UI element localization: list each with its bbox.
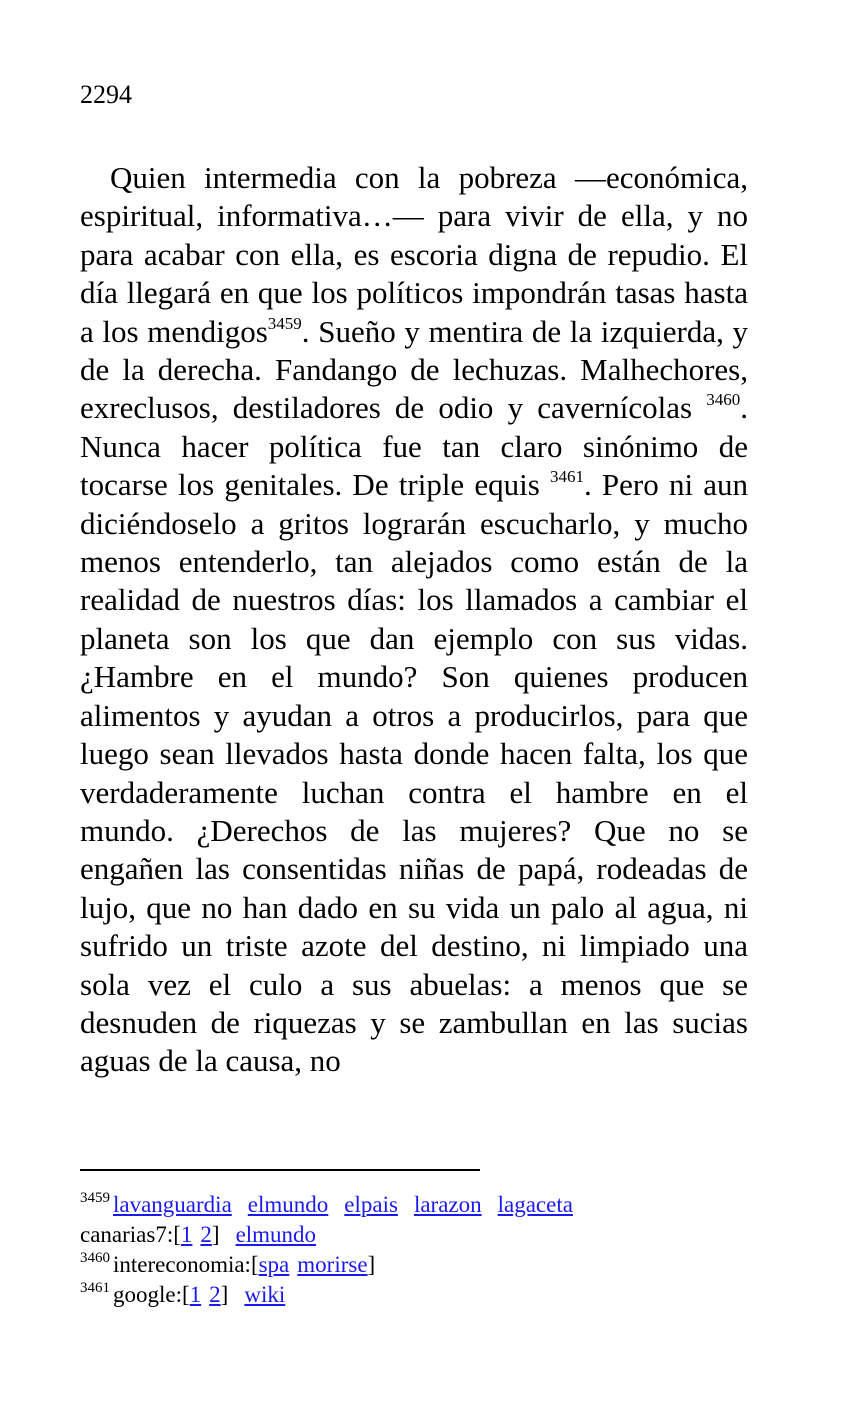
footnote-3459: [80, 1190, 780, 1220]
footnote-label: canarias7:[: [80, 1222, 181, 1247]
link-morirse[interactable]: morirse: [297, 1252, 368, 1277]
footnotes: [80, 1190, 780, 1310]
footnote-ref-3459[interactable]: 3459: [267, 313, 302, 333]
bracket-close: ]: [367, 1252, 376, 1277]
link-elmundo-2[interactable]: elmundo: [235, 1222, 317, 1247]
link-canarias7-1[interactable]: 1: [180, 1222, 193, 1247]
page-number: 2294: [80, 80, 132, 109]
body-paragraph: [80, 159, 748, 1081]
footnote-ref-3461[interactable]: 3461: [550, 467, 584, 487]
bracket-close: ]: [211, 1222, 220, 1247]
link-lavanguardia[interactable]: lavanguardia: [113, 1192, 232, 1217]
text-segment-2: . Sueño y mentira de la izquierda, y de la derecha. Fandango de lechuzas. Malhechores, exreclusos, destiladores de odio y cavernícolas: [80, 313, 748, 426]
bracket-close: ]: [220, 1282, 229, 1307]
footnote-3460: [80, 1250, 780, 1280]
link-google-1[interactable]: 1: [189, 1282, 202, 1307]
footnote-number: 3461: [80, 1280, 110, 1296]
footnote-label: google:[: [113, 1282, 190, 1307]
link-spa[interactable]: spa: [258, 1252, 290, 1277]
link-google-2[interactable]: 2: [209, 1282, 221, 1307]
text-segment-3: . Nunca hacer política fue tan claro sinónimo de tocarse los genitales. De triple equis: [80, 390, 748, 503]
link-elmundo[interactable]: elmundo: [247, 1192, 329, 1217]
link-elpais[interactable]: elpais: [344, 1192, 398, 1217]
footnote-3461: [80, 1280, 780, 1310]
footnote-3459-continued: [80, 1220, 780, 1250]
text-segment-1: Quien intermedia con la pobreza —económica, espiritual, informativa…— para vivir de ella, y no para acabar con ella, es escoria digna de repudio. El día llegará en que los políticos impondrán tasas hasta a los mendigos: [80, 160, 748, 349]
footnote-number: 3459: [80, 1190, 110, 1206]
footnote-ref-3460[interactable]: 3460: [706, 390, 741, 410]
footnote-label: intereconomia:[: [113, 1252, 259, 1277]
footnote-number: 3460: [80, 1250, 110, 1266]
link-lagaceta[interactable]: lagaceta: [497, 1192, 573, 1217]
link-wiki[interactable]: wiki: [244, 1282, 286, 1307]
link-larazon[interactable]: larazon: [413, 1192, 482, 1217]
text-segment-4: . Pero ni aun diciéndoselo a gritos lograrán escucharlo, y mucho menos entenderlo, tan alejados como están de la realidad de nuestros días: los llamados a cambiar el planeta son los que dan ejemplo con sus vidas. ¿Hambre en el mundo? Son quienes producen alimentos y ayudan a otros a producirlos, para que luego sean llevados hasta donde hacen falta, los que verdaderamente luchan contra el hambre en el mundo. ¿Derechos de las mujeres? Que no se engañen las consentidas niñas de papá, rodeadas de lujo, que no han dado en su vida un palo al agua, ni sufrido un triste azote del destino, ni limpiado una sola vez el culo a sus abuelas: a menos que se desnuden de riquezas y se zambullan en las sucias aguas de la causa, no: [80, 467, 748, 1079]
link-canarias7-2[interactable]: 2: [200, 1222, 212, 1247]
footnote-separator: [80, 1169, 480, 1171]
